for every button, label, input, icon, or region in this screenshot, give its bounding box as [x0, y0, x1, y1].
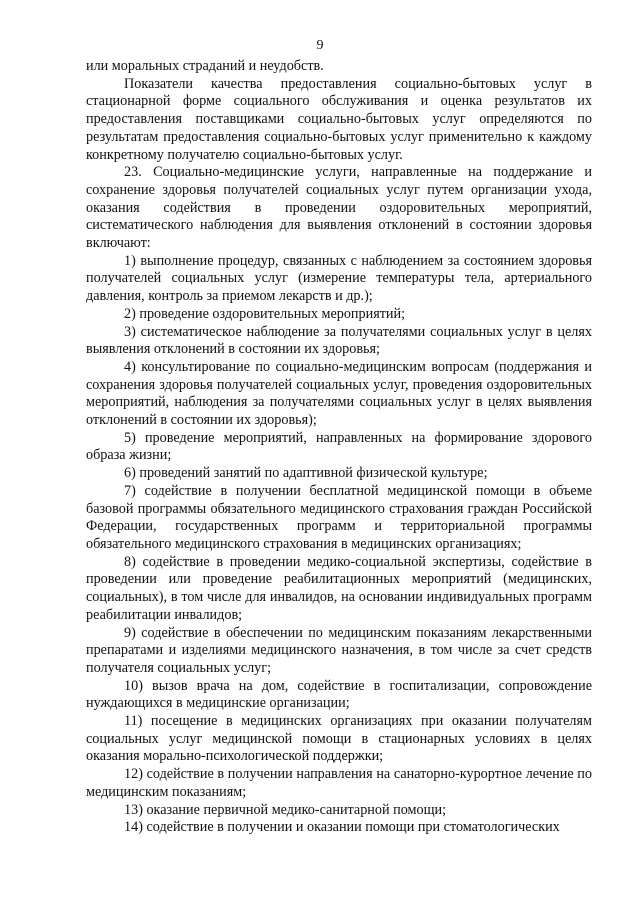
paragraph: 13) оказание первичной медико-санитарной помощи; — [124, 801, 447, 818]
page-number: 9 — [316, 38, 324, 53]
paragraph: 9) содействие в обеспечении по медицинским показаниям лекарственными препаратами и изделиями медицинского назначения, в том числе за счет средств получателя социальных услуг; — [86, 624, 592, 676]
paragraph: 1) выполнение процедур, связанных с наблюдением за состоянием здоровья получателей социальных услуг (измерение температуры тела, артериального давления, контроль за приемом лекарств и др.); — [86, 252, 592, 305]
paragraph: 4) консультирование по социально-медицинским вопросам (поддержания и сохранения здоровья получателей социальных услуг, проведения оздоровительных мероприятий, наблюдения за получателями социальных услуг в целях выявления отклонений в состоянии их здоровья); — [86, 358, 592, 429]
paragraph: Показатели качества предоставления социально-бытовых услуг в стационарной форме социального обслуживания и оценка результатов их предоставления поставщиками социально-бытовых услуг определяются по результатам предоставления социально-бытовых услуг применительно к каждому конкретному получателю социально-бытовых услуг. — [86, 75, 592, 163]
paragraph: 2) проведение оздоровительных мероприятий; — [124, 305, 406, 322]
paragraph: 7) содействие в получении бесплатной медицинской помощи в объеме базовой программы обязательного медицинского страхования граждан Российской Федерации, государственных программ и территориальной программы обязательного медицинского страхования в медицинских организациях; — [86, 482, 592, 552]
paragraph: 12) содействие в получении направления на санаторно-курортное лечение по медицинским показаниям; — [86, 766, 592, 800]
document-body — [86, 58, 592, 837]
paragraph: 23. Социально-медицинские услуги, направленные на поддержание и сохранение здоровья получателей социальных услуг путем организации ухода, оказания содействия в проведении оздоровительных мероприятий, систематического наблюдения для выявления отклонений в состоянии здоровья включают: — [86, 164, 592, 252]
paragraph: или моральных страданий и неудобств. — [86, 58, 324, 74]
paragraph: 11) посещение в медицинских организациях при оказании получателям социальных услуг медицинской помощи в стационарных условиях в целях оказания морально-психологической поддержки; — [86, 713, 592, 765]
paragraph: 5) проведение мероприятий, направленных на формирование здорового образа жизни; — [86, 429, 592, 464]
paragraph: 10) вызов врача на дом, содействие в госпитализации, сопровождение нуждающихся в медицинские организации; — [86, 677, 592, 712]
paragraph: 3) систематическое наблюдение за получателями социальных услуг в целях выявления отклонений в состоянии их здоровья; — [86, 323, 592, 358]
paragraph: 8) содействие в проведении медико-социальной экспертизы, содействие в проведении или проведение реабилитационных мероприятий (медицинских, социальных), в том числе для инвалидов, на основании индивидуальных программ реабилитации инвалидов; — [86, 553, 592, 623]
paragraph: 14) содействие в получении и оказании помощи при стоматологических — [124, 819, 560, 836]
paragraph: 6) проведений занятий по адаптивной физической культуре; — [124, 465, 488, 482]
